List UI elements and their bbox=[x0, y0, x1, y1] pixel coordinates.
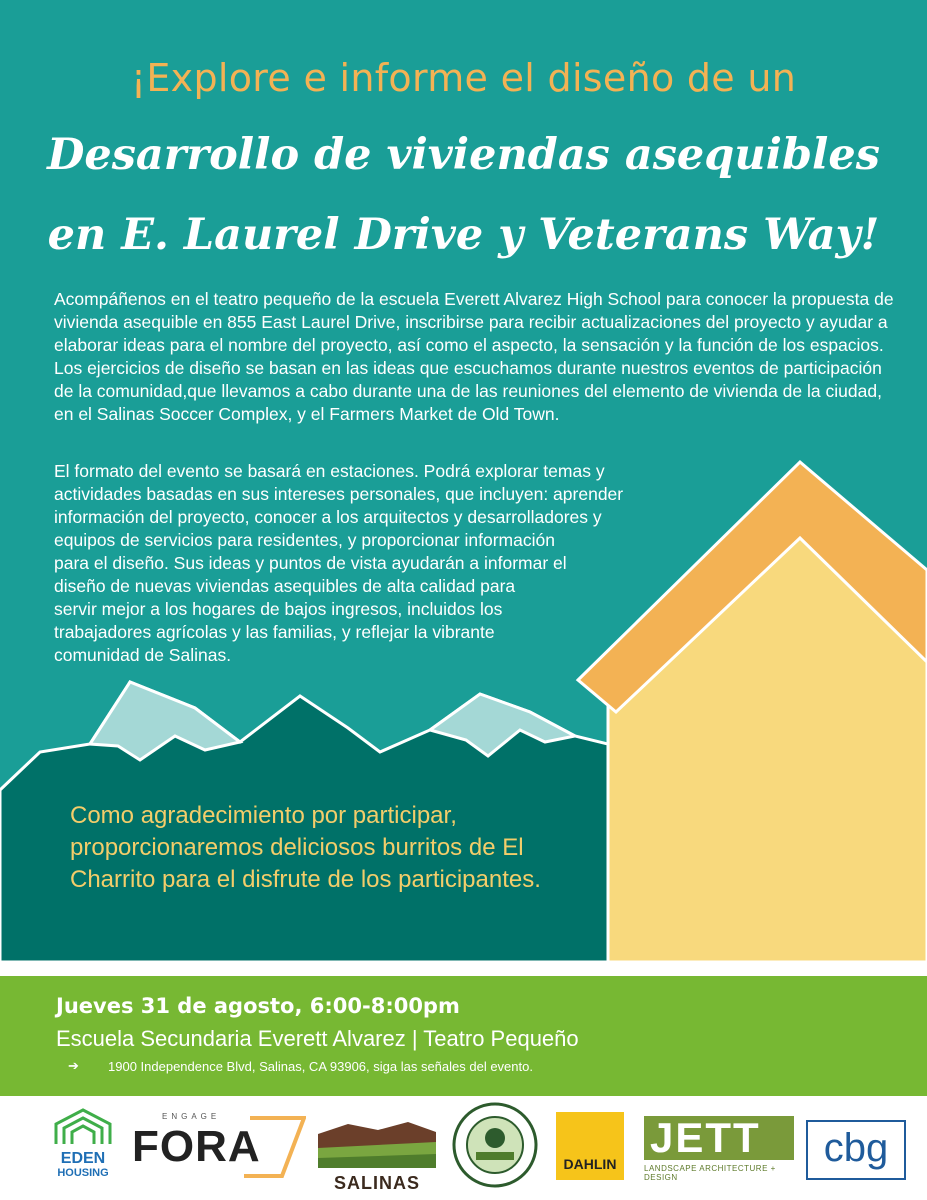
format-line: trabajadores agrícolas y las familias, y reflejar la vibrante bbox=[54, 622, 495, 642]
event-venue: Escuela Secundaria Everett Alvarez | Teatro Pequeño bbox=[56, 1026, 579, 1051]
headline-title-line2: en E. Laurel Drive y Veterans Way! bbox=[47, 210, 880, 260]
county-seal-icon bbox=[452, 1102, 538, 1188]
eden-name: EDEN bbox=[60, 1150, 106, 1167]
fora-logo bbox=[132, 1112, 307, 1182]
cbg-logo bbox=[806, 1120, 906, 1180]
intro-paragraph: Acompáñenos en el teatro pequeño de la escuela Everett Alvarez High School para conocer la propuesta de vivienda asequible en 855 East Laurel Drive, inscribirse para recibir actualizaciones del proyecto y ayudar a elaborar ideas para el nombre del proyecto, así como el aspecto, la sensación y la función de los espacios. Los ejercicios de diseño se basan en las ideas que escuchamos durante nuestros eventos de participación de la comunidad,que llevamos a cabo durante una de las reuniones del elemento de vivienda de la ciudad, en el Salinas Soccer Complex, y el Farmers Market de Old Town. bbox=[54, 289, 894, 424]
jett-logo bbox=[644, 1116, 794, 1180]
format-line: servir mejor a los hogares de bajos ingresos, incluidos los bbox=[54, 599, 503, 619]
dahlin-name: DAHLIN bbox=[563, 1156, 617, 1172]
format-line: comunidad de Salinas. bbox=[54, 645, 232, 665]
fora-engage: ENGAGE bbox=[162, 1112, 221, 1121]
arrow-right-icon: ➔ bbox=[68, 1058, 79, 1073]
event-address: 1900 Independence Blvd, Salinas, CA 93906, siga las señales del evento. bbox=[108, 1058, 533, 1074]
jett-name: JETT bbox=[650, 1114, 761, 1161]
salinas-name: SALINAS bbox=[333, 1173, 420, 1193]
headline-intro: ¡Explore e informe el diseño de un bbox=[130, 56, 797, 100]
monterey-county-seal bbox=[452, 1102, 538, 1194]
salinas-landscape-icon bbox=[318, 1114, 436, 1168]
dahlin-logo bbox=[556, 1112, 624, 1180]
headline-title-line1: Desarrollo de viviendas asequibles bbox=[47, 130, 880, 180]
format-line: El formato del evento se basará en estaciones. Podrá explorar temas y bbox=[54, 461, 605, 481]
eden-housing-logo bbox=[50, 1106, 116, 1186]
sponsor-logos bbox=[0, 1100, 927, 1200]
event-info-bar bbox=[0, 976, 927, 1096]
eden-house-icon bbox=[50, 1106, 116, 1146]
fora-name: FORA bbox=[132, 1122, 261, 1171]
event-address-row bbox=[68, 1058, 533, 1074]
fora-bracket-icon bbox=[242, 1116, 306, 1178]
event-date: Jueves 31 de agosto, 6:00-8:00pm bbox=[56, 994, 460, 1018]
salinas-logo bbox=[318, 1114, 436, 1193]
format-paragraph bbox=[54, 460, 754, 667]
cbg-name: cbg bbox=[823, 1126, 889, 1170]
format-line: para el diseño. Sus ideas y puntos de vista ayudarán a informar el bbox=[54, 553, 567, 573]
jett-sub: LANDSCAPE ARCHITECTURE + DESIGN bbox=[644, 1164, 776, 1182]
format-line: diseño de nuevas viviendas asequibles de alta calidad para bbox=[54, 576, 516, 596]
thanks-note: Como agradecimiento por participar, proporcionaremos deliciosos burritos de El Charrito para el disfrute de los participantes. bbox=[70, 802, 541, 893]
format-line: información del proyecto, conocer a los arquitectos y desarrolladores y bbox=[54, 507, 602, 527]
eden-sub: HOUSING bbox=[57, 1167, 109, 1179]
format-line: equipos de servicios para residentes, y proporcionar información bbox=[54, 530, 555, 550]
format-line: actividades basadas en sus intereses personales, que incluyen: aprender bbox=[54, 484, 624, 504]
